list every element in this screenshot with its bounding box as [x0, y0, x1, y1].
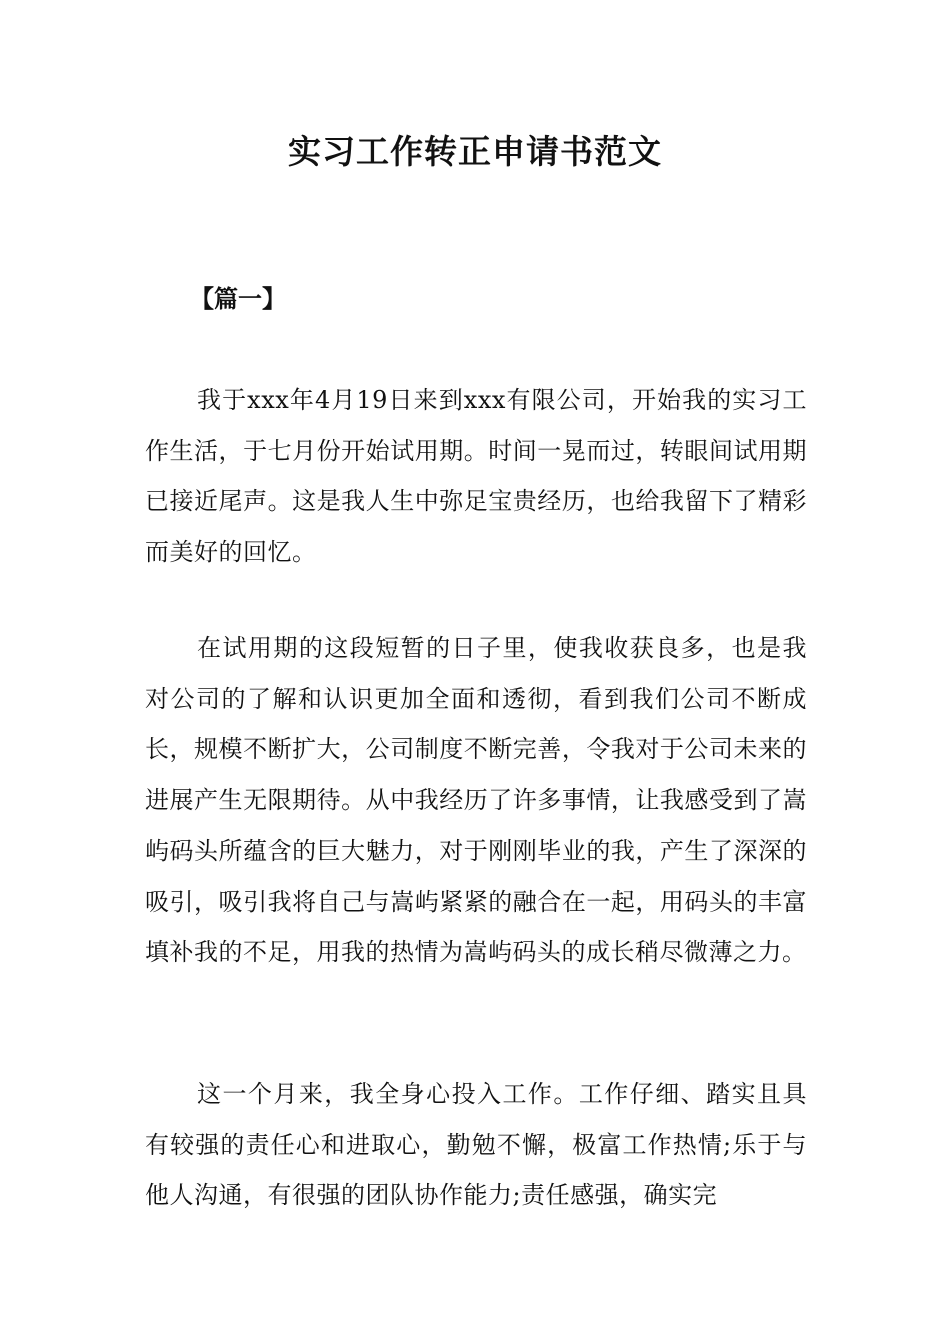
paragraph-3: 这一个月来，我全身心投入工作。工作仔细、踏实且具有较强的责任心和进取心，勤勉不懈，极富工作热情;乐于与他人沟通，有很强的团队协作能力;责任感强，确实完 — [145, 1080, 807, 1210]
paragraph-1: 我于xxx年4月19日来到xxx有限公司，开始我的实习工作生活，于七月份开始试用期。时间一晃而过，转眼间试用期已接近尾声。这是我人生中弥足宝贵经历，也给我留下了精彩而美好的回忆。 — [145, 386, 807, 567]
section-label: 【篇一】 — [190, 285, 286, 313]
document-title: 实习工作转正申请书范文 — [288, 132, 662, 171]
paragraph-2: 在试用期的这段短暂的日子里，使我收获良多，也是我对公司的了解和认识更加全面和透彻，看到我们公司不断成长，规模不断扩大，公司制度不断完善，令我对于公司未来的进展产生无限期待。从中我经历了许多事情，让我感受到了嵩屿码头所蕴含的巨大魅力，对于刚刚毕业的我，产生了深深的吸引，吸引我将自己与嵩屿紧紧的融合在一起，用码头的丰富填补我的不足，用我的热情为嵩屿码头的成长稍尽微薄之力。 — [145, 634, 807, 967]
